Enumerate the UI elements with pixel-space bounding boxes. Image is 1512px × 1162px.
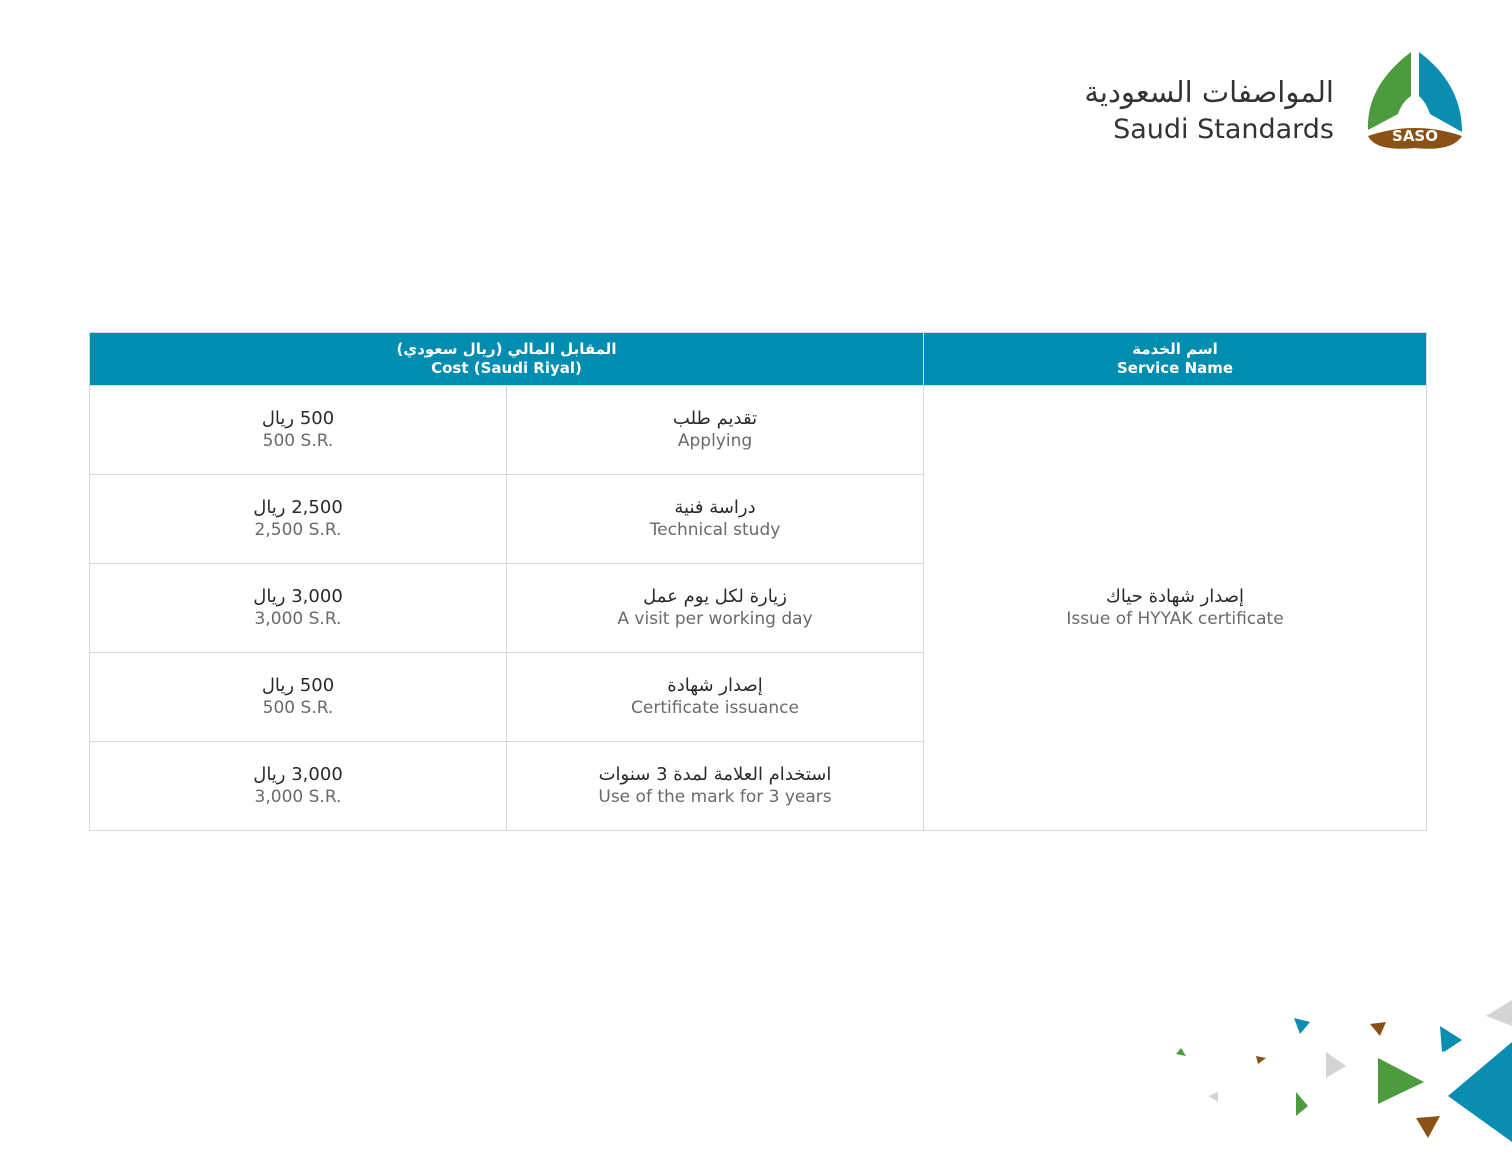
table-row [90, 386, 1427, 475]
cost-arabic: 2,500 ريال [253, 497, 343, 518]
cost-english: 2,500 S.R. [254, 520, 342, 540]
triangle-decoration [1326, 1052, 1346, 1078]
item-arabic: دراسة فنية [674, 497, 756, 518]
item-english: A visit per working day [617, 609, 813, 629]
service-header-english: Service Name [1116, 359, 1234, 377]
item-cell [507, 564, 924, 653]
item-cell [507, 475, 924, 564]
triangle-decoration [1296, 1092, 1308, 1116]
cost-english: 500 S.R. [262, 698, 334, 718]
triangle-decoration [1486, 1000, 1512, 1026]
triangle-decoration [1176, 1048, 1186, 1056]
cost-cell [90, 742, 507, 831]
cost-column-header [90, 333, 924, 386]
cost-arabic: 3,000 ريال [253, 764, 343, 785]
item-english: Applying [677, 431, 753, 451]
item-english: Certificate issuance [631, 698, 799, 718]
service-name-cell [924, 386, 1427, 831]
cost-arabic: 3,000 ريال [253, 586, 343, 607]
triangle-decoration [1256, 1056, 1266, 1064]
service-header-arabic: اسم الخدمة [1132, 340, 1218, 358]
item-arabic: تقديم طلب [672, 408, 758, 429]
item-cell [507, 742, 924, 831]
item-cell [507, 653, 924, 742]
cost-header-arabic: المقابل المالي (ريال سعودي) [396, 340, 617, 358]
service-english: Issue of HYYAK certificate [1066, 609, 1284, 629]
logo-text [1084, 72, 1334, 148]
triangle-decoration [1370, 1022, 1386, 1036]
item-cell [507, 386, 924, 475]
triangle-decoration [1294, 1018, 1310, 1034]
cost-cell [90, 475, 507, 564]
item-arabic: زيارة لكل يوم عمل [643, 586, 787, 607]
triangle-decoration [1440, 1026, 1462, 1052]
cost-english: 3,000 S.R. [254, 787, 342, 807]
triangle-decoration [1378, 1058, 1424, 1104]
logo-english-name: Saudi Standards [1113, 114, 1334, 145]
service-arabic: إصدار شهادة حياك [1105, 586, 1245, 607]
cost-english: 3,000 S.R. [254, 609, 342, 629]
triangle-decoration [1416, 1116, 1440, 1138]
cost-cell [90, 386, 507, 475]
cost-arabic: 500 ريال [261, 675, 335, 696]
item-english: Use of the mark for 3 years [598, 787, 832, 807]
item-arabic: استخدام العلامة لمدة 3 سنوات [598, 764, 832, 785]
decorative-triangles [1160, 990, 1512, 1162]
table-header-row [90, 333, 1427, 386]
logo-arabic-name: المواصفات السعودية [1084, 75, 1334, 109]
triangle-decoration [1208, 1092, 1218, 1102]
cost-english: 500 S.R. [262, 431, 334, 451]
cost-cell [90, 653, 507, 742]
saso-emblem-icon [1362, 48, 1468, 152]
triangle-decoration [1448, 1042, 1512, 1142]
item-english: Technical study [649, 520, 781, 540]
service-column-header [924, 333, 1427, 386]
cost-header-english: Cost (Saudi Riyal) [431, 359, 582, 377]
fee-table [89, 332, 1427, 831]
item-arabic: إصدار شهادة [667, 675, 763, 696]
saso-logo [1084, 48, 1480, 158]
logo-badge-text: SASO [1392, 127, 1438, 145]
cost-arabic: 500 ريال [261, 408, 335, 429]
cost-cell [90, 564, 507, 653]
